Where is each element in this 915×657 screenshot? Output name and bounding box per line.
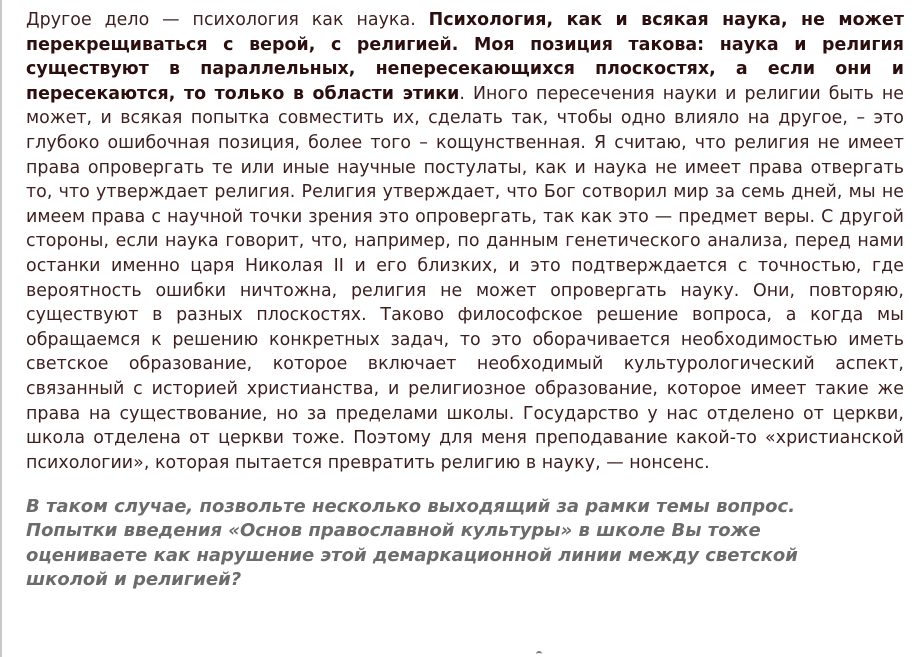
answer-paragraph [26,8,904,475]
cropped-text-fragment [536,651,542,656]
answer-emphasis: Психология, как и всякая наука, не может перекрещиваться с верой, с религией. Моя позиция такова: наука и религия существуют в параллельных, непересекающихся плоскостях, а если они и пересекаются, то только в области этики [26,10,904,104]
answer-body: . Иного пересечения науки и религии быть не может, и всякая попытка совместить их, сделать так, чтобы одно влияло на другое, – это глубоко ошибочная позиция, более того – кощунственная. Я считаю, что религия не имеет права опровергать те или иные научные постулаты, как и наука не имеет права отвергать то, что утверждает религия. Религия утверждает, что Бог сотворил мир за семь дней, мы не имеем права с научной точки зрения это опровергать, так как это — предмет веры. С другой стороны, если наука говорит, что, например, по данным генетического анализа, перед нами останки именно царя Николая II и его близких, и это подтверждается с точностью, где вероятность ошибки ничтожна, религия не может опровергать науку. Они, повторяю, существуют в разных плоскостях. Таково философское решение вопроса, а когда мы обращаемся к решению конкретных задач, то это оборачивается необходимостью иметь светское образование, которое включает необходимый культурологический аспект, связанный с историей христианства, и религиозное образование, которое имеет такие же права на существование, но за пределами школы. Государство у нас отделено от церкви, школа отделена от церкви тоже. Поэтому для меня преподавание какой-то «христианской психологии», которая пытается превратить религию в науку, — нонсенс. [26,83,904,473]
interviewer-question: В таком случае, позвольте несколько выходящий за рамки темы вопрос. Попытки введения «Основ православной культуры» в школе Вы тоже оцениваете как нарушение этой демаркационной линии между светской школой и религией? [26,496,798,590]
answer-intro: Другое дело — психология как наука. [26,10,429,30]
page-left-border [0,0,2,657]
interview-article [26,8,904,592]
